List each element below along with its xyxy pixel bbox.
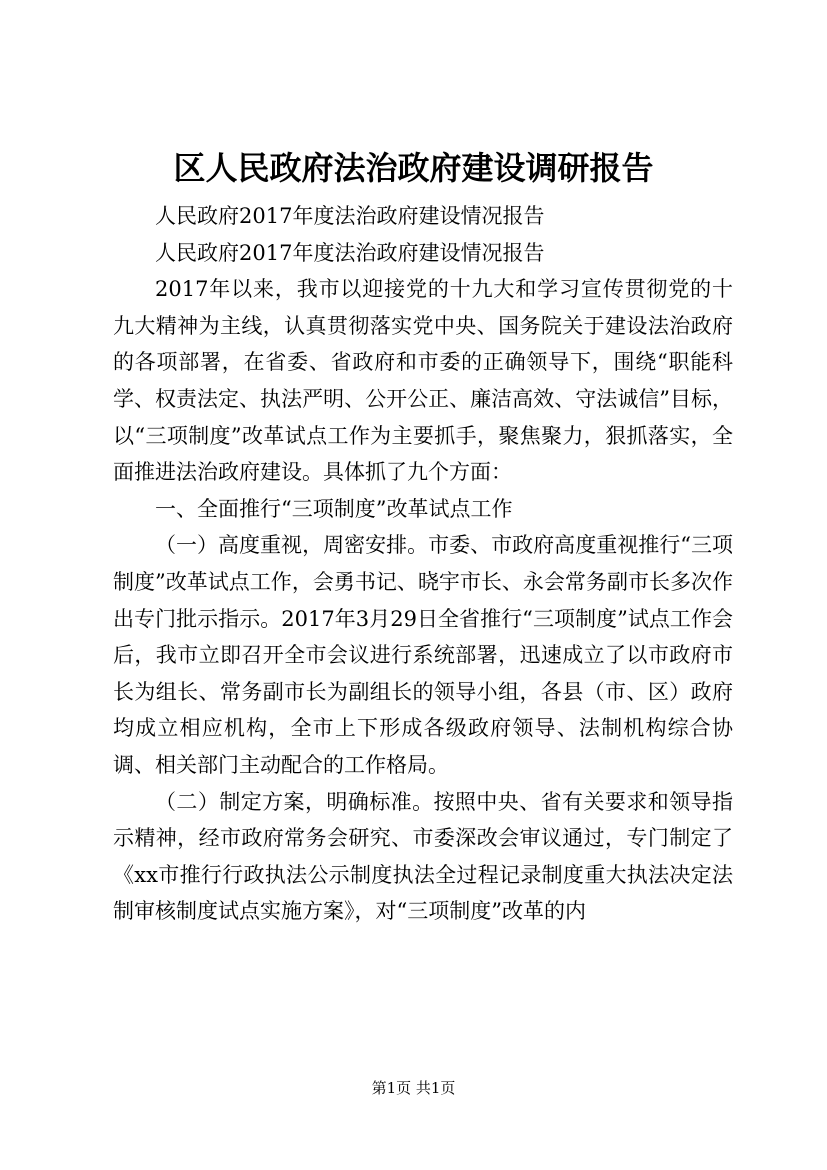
paragraph-subtitle-1: 人民政府2017年度法治政府建设情况报告 (155, 204, 545, 228)
section-heading-1: 一、全面推行“三项制度”改革试点工作 (155, 496, 513, 521)
document-title: 区人民政府法治政府建设调研报告 (173, 149, 654, 187)
paragraph-item-2: （二）制定方案，明确标准。按照中央、省有关要求和领导指示精神，经市政府常务会研究、市委深改会审议通过，专门制定了《xx市推行行政执法公示制度执法全过程记录制度重大执法决定法制审核制度试点实施方案》，对“三项制度”改革的内 (113, 789, 733, 924)
page-footer: 第1页 共1页 (371, 1079, 456, 1097)
paragraph-intro: 2017年以来，我市以迎接党的十九大和学习宣传贯彻党的十九大精神为主线，认真贯彻落实党中央、国务院关于建设法治政府的各项部署，在省委、省政府和市委的正确领导下，围绕“职能科学、权责法定、执法严明、公开公正、廉洁高效、守法诚信”目标，以“三项制度”改革试点工作为主要抓手，聚焦聚力，狠抓落实，全面推进法治政府建设。具体抓了九个方面： (113, 277, 733, 485)
paragraph-item-1: （一）高度重视，周密安排。市委、市政府高度重视推行“三项制度”改革试点工作，会勇书记、晓宇市长、永会常务副市长多次作出专门批示指示。2017年3月29日全省推行“三项制度”试点工作会后，我市立即召开全市会议进行系统部署，迅速成立了以市政府市长为组长、常务副市长为副组长的领导小组，各县（市、区）政府均成立相应机构，全市上下形成各级政府领导、法制机构综合协调、相关部门主动配合的工作格局。 (113, 533, 733, 777)
paragraph-subtitle-2: 人民政府2017年度法治政府建设情况报告 (155, 240, 545, 265)
document-body (113, 198, 733, 930)
